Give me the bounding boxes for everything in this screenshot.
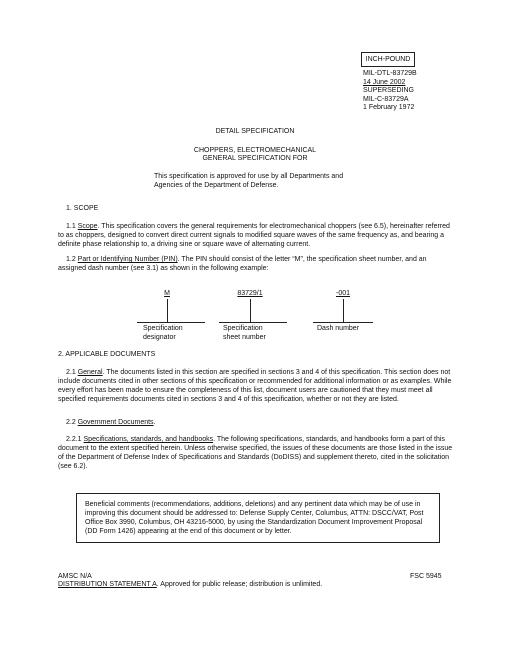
approval-line-2: Agencies of the Department of Defense. <box>154 182 279 189</box>
inch-pound-box <box>361 52 415 67</box>
comments-notice-text: Beneficial comments (recommendations, additions, deletions) and any pertinent data which may be of use in improving this document should be addressed to: Defense Supply Center, Columbus, ATTN: DSCC/VAT, Post Office Box 3990, Columbus, OH 43216-5000, by using the Standardization Document Improvement Proposal (DD Form 1426) appearing at the end of this document or by letter. <box>85 501 424 535</box>
doc-date: 14 June 2002 <box>363 78 406 86</box>
distribution-text: . Approved for public release; distribution is unlimited. <box>156 581 323 588</box>
superseded-doc: MIL-C-83729A <box>363 95 409 103</box>
para-title: Part or Identifying Number (PIN) <box>77 256 178 263</box>
comments-notice-box <box>76 493 440 543</box>
pin-part-m: M <box>164 290 170 297</box>
pin-label-line: sheet number <box>223 334 266 341</box>
pin-label-dash: Dash number <box>317 325 360 332</box>
title-line-2: GENERAL SPECIFICATION FOR <box>202 155 308 162</box>
para-title: Government Documents <box>77 419 154 426</box>
para-title: Specifications, standards, and handbooks <box>83 436 214 443</box>
para-text: . This specification covers the general requirements for electromechanical choppers (see 6.5), hereinafter referred to as choppers, designed to convert direct current signals to modified square waves of the same frequency as, and bearing a definite phase relationship to, a driving sine or square wave of alternating current. <box>58 223 450 248</box>
doc-number: MIL-DTL-83729B <box>363 70 417 77</box>
pin-connector-1 <box>167 299 168 322</box>
spec-type: DETAIL SPECIFICATION <box>215 128 295 135</box>
pin-label-designator <box>143 324 213 342</box>
pin-connector-3 <box>343 299 344 322</box>
pin-label-line: designator <box>143 334 176 341</box>
para-number: 2.1 <box>66 369 78 376</box>
title-line-1: CHOPPERS, ELECTROMECHANICAL <box>193 147 317 154</box>
pin-rule-2 <box>219 322 287 323</box>
document-identifier <box>363 70 483 113</box>
paragraph-1-2 <box>58 255 454 273</box>
para-title: General <box>77 369 103 376</box>
para-number: 1.2 <box>66 256 78 263</box>
fsc-number: FSC 5945 <box>410 573 442 580</box>
pin-connector-2 <box>250 299 251 322</box>
section-2-heading: 2. APPLICABLE DOCUMENTS <box>58 351 156 358</box>
pin-label-sheet <box>223 324 303 342</box>
para-text: . The following specifications, standards, and handbooks form a part of this document to the extent specified herein. Unless otherwise specified, the issues of these documents are those listed in the issue of the Department of Defense Index of Specifications and Standards (DoDISS) and supplement thereto, cited in the solicitation (see 6.2). <box>58 436 453 470</box>
amsc-number: AMSC N/A <box>58 573 92 580</box>
superseding-label: SUPERSEDING <box>363 87 414 94</box>
approval-line-1: This specification is approved for use by all Departments and <box>154 173 344 180</box>
distribution-statement <box>58 580 458 589</box>
paragraph-1-1 <box>58 222 454 249</box>
paragraph-2-2-1 <box>58 435 454 471</box>
inch-pound-label: INCH-POUND <box>365 56 411 63</box>
distribution-title: DISTRIBUTION STATEMENT A <box>58 581 157 588</box>
para-text: . The PIN should consist of the letter “M”, the specification sheet number, and an assigned dash number (see 3.1) as shown in the following example: <box>58 256 427 272</box>
paragraph-2-2 <box>58 418 454 427</box>
pin-part-dash: -001 <box>335 290 350 297</box>
para-text: . <box>153 419 156 426</box>
paragraph-2-1 <box>58 368 454 404</box>
para-text: . The documents listed in this section are specified in sections 3 and 4 of this specification. This section does not include documents cited in other sections of this specification or recommended for additional information or as examples. While every effort has been made to ensure the completeness of this list, document users are cautioned that they must meet all specified requirements documents cited in sections 3 and 4 of this specification, whether or not they are listed. <box>58 369 452 403</box>
pin-label-line: Specification <box>223 325 263 332</box>
approval-statement <box>154 172 414 190</box>
para-title: Scope <box>77 223 98 230</box>
para-number: 2.2 <box>66 419 78 426</box>
superseded-date: 1 February 1972 <box>363 104 415 111</box>
pin-rule-3 <box>313 322 373 323</box>
para-number: 2.2.1 <box>66 436 84 443</box>
pin-part-sheet: 83729/1 <box>237 290 263 297</box>
section-1-heading: 1. SCOPE <box>66 205 99 212</box>
pin-rule-1 <box>137 322 205 323</box>
pin-label-line: Specification <box>143 325 183 332</box>
para-number: 1.1 <box>66 223 78 230</box>
